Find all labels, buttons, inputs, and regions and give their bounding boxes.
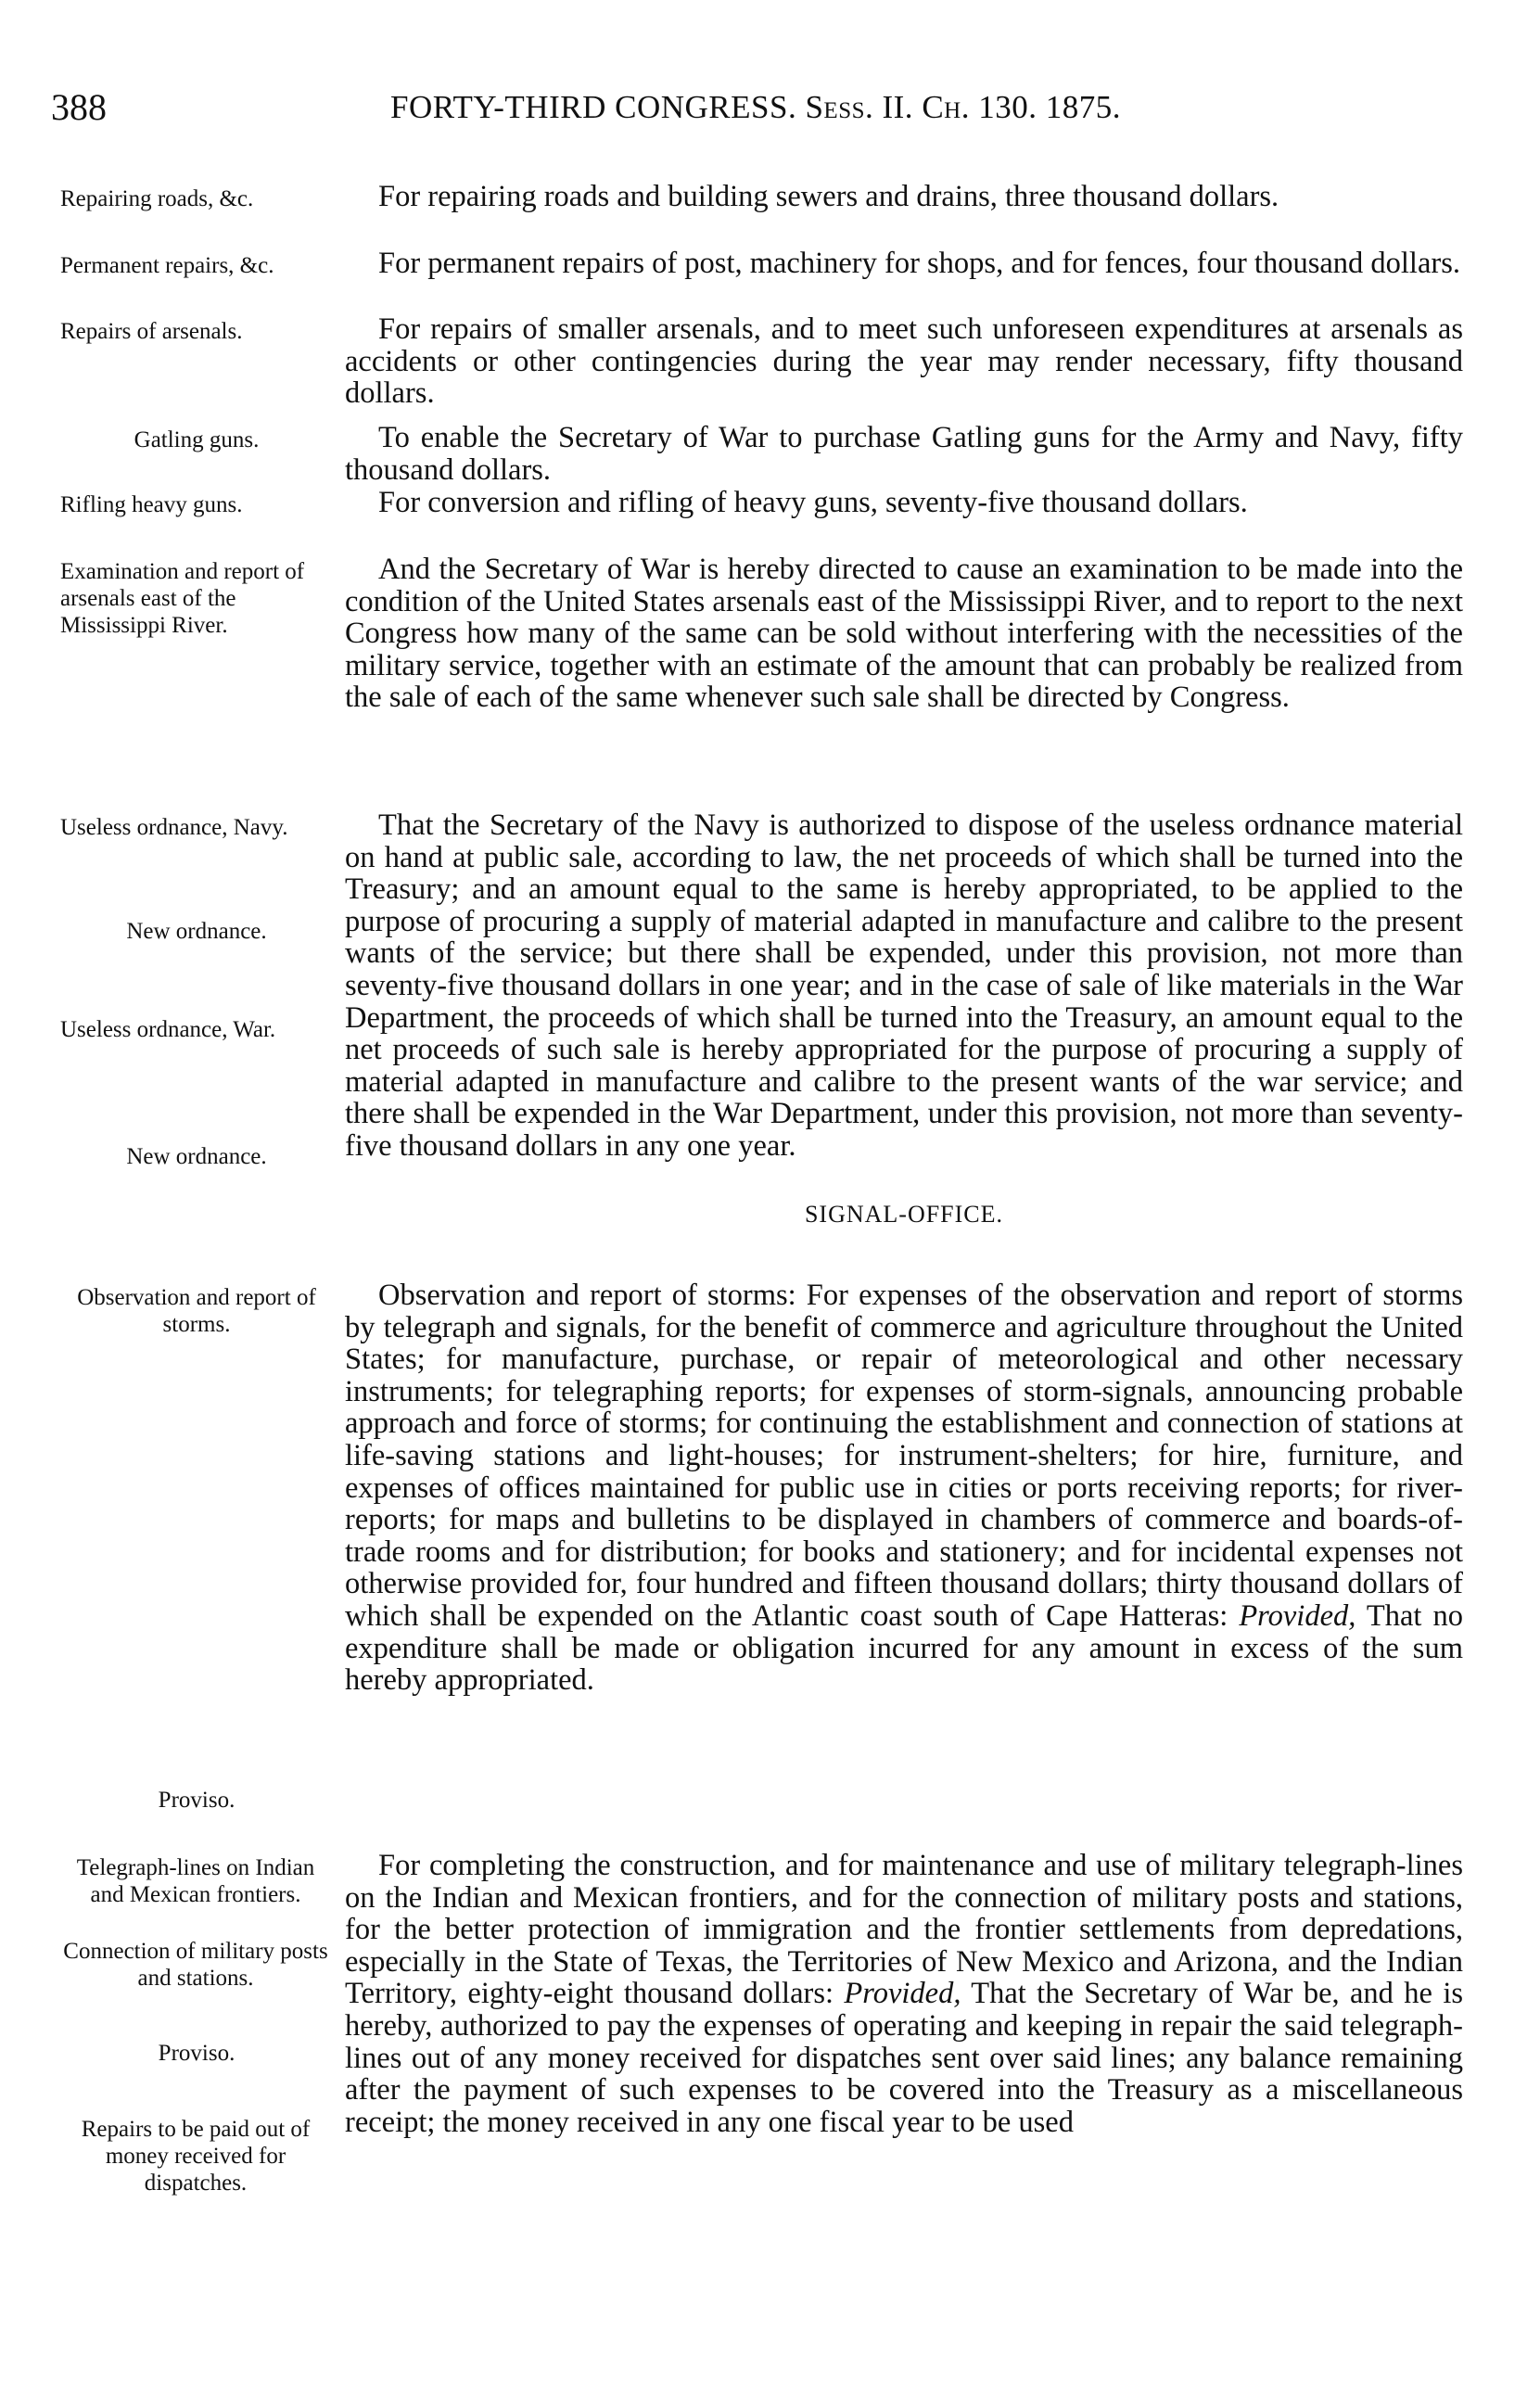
paragraph-text: To enable the Secretary of War to purchase Gatling guns for the Army and Navy, fifty thousand dollars.	[345, 421, 1463, 487]
section-heading: SIGNAL-OFFICE.	[804, 1201, 1004, 1228]
margin-note: Repairs of arsenals.	[60, 319, 243, 344]
paragraph-body: Observation and report of storms: For expenses of the observation and report of storms by telegraph and signals, for the benefit of commerce and agriculture throughout the United States; for manufacture, purchase, or repair of meteorological and other necessary instruments; for telegraphing reports; for expenses of storm-signals, announcing probable approach and force of storms; for continuing the establishment and connection of stations at life-saving stations and light-houses; for instrument-shelters; for hire, furniture, and expenses of offices maintained for public use in cities or ports receiving reports; for river-reports; for maps and bulletins to be displayed in chambers of commerce and boards-of-trade rooms and for distribution; for books and stationery; and for incidental expenses not otherwise provided for, four hundred and fifteen thousand dollars; thirty thousand dollars of which shall be expended on the Atlantic coast south of Cape Hatteras:	[345, 1279, 1463, 1633]
paragraph-text: For permanent repairs of post, machinery for shops, and for fences, four thousand dollars.	[378, 247, 1460, 280]
paragraph-text	[345, 1280, 1463, 1697]
page-header	[51, 85, 1460, 132]
proviso-text: That the Secretary of War be, and he is hereby, authorized to pay the expenses of operating and keeping in repair the said telegraph-lines out of any money received for dispatches sent over said lines; any balance remaining after the payment of such expenses to be covered into the Treasury as a miscellaneous receipt; the money received in any one fiscal year to be used	[345, 1977, 1463, 2139]
margin-note: Permanent repairs, &c.	[60, 253, 274, 278]
paragraph-text: That the Secretary of the Navy is authorized to dispose of the useless ordnance material on hand at public sale, according to law, the net proceeds of which shall be turned into the Treasury; and an amount equal to the same is hereby appropriated, to be applied to the purpose of procuring a supply of material adapted in manufacture and calibre to the present wants of the service; but there shall be expended, under this provision, not more than seventy-five thousand dollars in one year; and in the case of sale of like materials in the War Department, the proceeds of which shall be turned into the Treasury, an amount equal to the net proceeds of such sale is hereby appropriated for the purpose of procuring a supply of material adapted in manufacture and calibre to the present wants of the war service; and there shall be expended in the War Department, under this provision, not more than seventy-five thousand dollars in any one year.	[345, 809, 1463, 1163]
paragraph-text: For repairs of smaller arsenals, and to meet such unforeseen expenditures at arsenals as accidents or other contingencies during the year may render necessary, fifty thousand dollars.	[345, 312, 1463, 411]
margin-note: Telegraph-lines on Indian and Mexican frontiers.	[76, 1855, 315, 1907]
margin-note: Useless ordnance, Navy.	[60, 815, 288, 840]
paragraph-text: And the Secretary of War is hereby directed to cause an examination to be made into the condition of the United States arsenals east of the Mississippi River, and to report to the next Congress how many of the same can be sold without interfering with the necessities of the military service, together with an estimate of the amount that can probably be realized from the sale of each of the same whenever such sale shall be directed by Congress.	[345, 553, 1463, 715]
paragraph-text	[345, 1850, 1463, 2138]
margin-note: Rifling heavy guns.	[60, 492, 243, 517]
margin-note: Observation and report of storms.	[77, 1285, 316, 1337]
margin-note: Useless ordnance, War.	[60, 1017, 276, 1042]
paragraph-body: For completing the construction, and for maintenance and use of military telegraph-lines on the Indian and Mexican frontiers, and for the connection of military posts and stations, for the better protection of immigration and the frontier settlements from depredations, especially in the State of Texas, the Territories of New Mexico and Arizona, and the Indian Territory, eighty-eight thousand dollars:	[345, 1849, 1463, 2011]
proviso-text: That no expenditure shall be made or obligation incurred for any amount in excess of the sum hereby appropriated.	[345, 1598, 1464, 1698]
page-number: 388	[51, 86, 107, 128]
margin-note: Gatling guns.	[134, 427, 260, 452]
congress-title: FORTY-THIRD CONGRESS.	[390, 89, 797, 125]
margin-note: Repairs to be paid out of money received for dispatches.	[81, 2117, 311, 2196]
session-label: Sess. II.	[805, 89, 914, 125]
margin-note: New ordnance.	[126, 919, 267, 944]
paragraph-text: For repairing roads and building sewers and drains, three thousand dollars.	[378, 180, 1279, 213]
proviso-word: Provided,	[844, 1977, 961, 2011]
running-head	[51, 89, 1460, 126]
margin-note: Repairing roads, &c.	[60, 186, 254, 211]
chapter-label: Ch. 130.	[922, 89, 1037, 125]
margin-note: Proviso.	[158, 2041, 235, 2066]
margin-note: New ordnance.	[126, 1144, 267, 1169]
margin-note: Examination and report of arsenals east of the Mississippi River.	[60, 559, 305, 638]
proviso-word: Provided,	[1239, 1598, 1356, 1633]
paragraph-text: For conversion and rifling of heavy guns, seventy-five thousand dollars.	[378, 486, 1248, 519]
year-label: 1875.	[1045, 89, 1121, 125]
margin-note: Connection of military posts and stations.	[63, 1939, 328, 1991]
margin-note: Proviso.	[158, 1788, 235, 1813]
